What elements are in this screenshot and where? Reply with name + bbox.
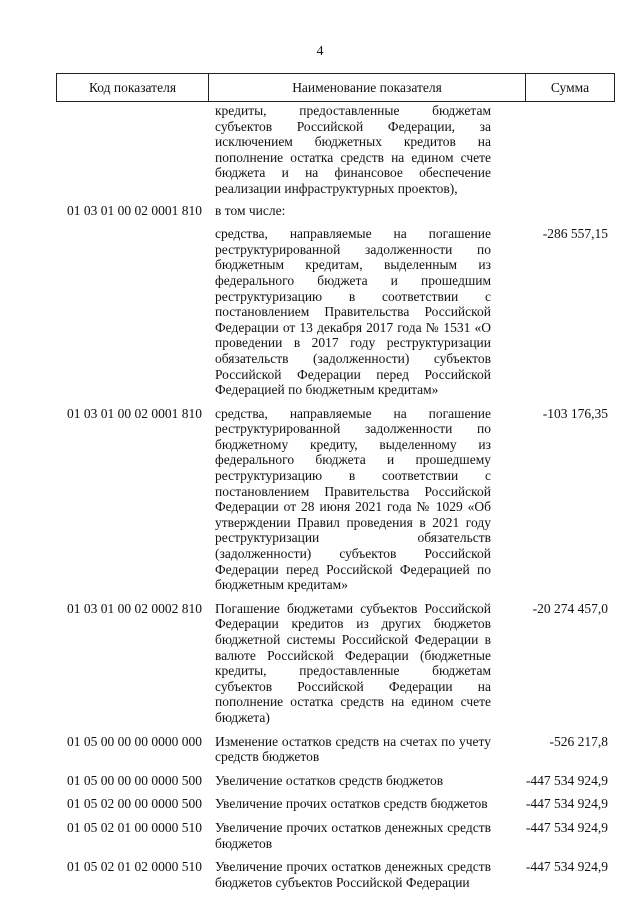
- row-code: 01 05 00 00 00 0000 500: [67, 772, 202, 788]
- row-sum: -526 217,8: [549, 733, 608, 749]
- table-row: [0, 820, 640, 851]
- row-sum: -286 557,15: [542, 226, 608, 242]
- table-header: [56, 73, 615, 102]
- table-row: [0, 406, 640, 593]
- table-row: [0, 601, 640, 726]
- row-name: кредиты, предоставленные бюджетам субъектов Российской Федерации, за исключением бюджетных кредитов на пополнение остатка средств на едином счете бюджета и на финансовое обеспечение реализации инфраструктурных проектов),: [215, 103, 491, 196]
- row-sum: -20 274 457,0: [532, 600, 608, 616]
- row-name: Погашение бюджетами субъектов Российской Федерации кредитов из других бюджетов бюджетной системы Российской Федерации в валюте Российской Федерации (бюджетные кредиты, предоставленные бюджетам субъектов Российской Федерации на пополнение остатка средств на едином счете бюджета): [215, 600, 491, 725]
- row-code: 01 03 01 00 02 0001 810: [67, 405, 202, 421]
- page-number: 4: [316, 44, 324, 59]
- row-name: Увеличение прочих остатков денежных средств бюджетов: [215, 819, 491, 851]
- row-sum: -447 534 924,9: [525, 796, 608, 812]
- row-sum: [491, 203, 611, 219]
- row-code: [0, 226, 215, 398]
- table-row: [0, 103, 640, 197]
- row-name: Увеличение прочих остатков денежных средств бюджетов субъектов Российской Федерации: [215, 859, 491, 890]
- row-sum: -447 534 924,9: [525, 859, 608, 875]
- row-code: 01 05 02 01 02 0000 510: [67, 859, 202, 875]
- row-code: 01 05 00 00 00 0000 000: [67, 733, 202, 749]
- row-sum: -447 534 924,9: [525, 772, 608, 788]
- row-sum: -103 176,35: [542, 405, 608, 421]
- header-sum: Сумма: [550, 79, 590, 95]
- row-code: 01 03 01 00 02 0001 810: [67, 202, 202, 218]
- table-row: [0, 773, 640, 789]
- header-code: Код показателя: [57, 74, 209, 101]
- row-name: средства, направляемые на погашение реструктурированной задолженности по бюджетному кредиту, выделенному из федерального бюджета и прошедшему реструктуризацию в соответствии с постановлением Правительства Российской Федерации от 28 июня 2021 года № 1029 «Об утверждении Правил проведения в 2021 году реструктуризации обязательств (задолженности) субъектов Российской Федерации перед Российской Федерацией по бюджетным кредитам»: [215, 405, 491, 593]
- row-name: средства, направляемые на погашение реструктурированной задолженности по бюджетным кредитам, выделенным из федерального бюджета и прошедшим реструктуризацию в соответствии с постановлением Правительства Российской Федерации от 13 декабря 2017 года № 1531 «О проведении в 2017 году реструктуризации обязательств (задолженности) субъектов Российской Федерации перед Российской Федерацией по бюджетным кредитам»: [215, 226, 491, 398]
- table-row: [0, 734, 640, 765]
- row-name: Увеличение остатков средств бюджетов: [215, 772, 444, 788]
- row-code: [0, 103, 215, 197]
- table-row: [0, 796, 640, 812]
- table-body: [0, 103, 640, 898]
- table-row: [0, 203, 640, 219]
- table-row: [0, 859, 640, 890]
- row-name: Изменение остатков средств на счетах по учету средств бюджетов: [215, 733, 491, 765]
- row-sum: [491, 103, 611, 197]
- table-row: [0, 226, 640, 398]
- header-name: Наименование показателя: [209, 74, 526, 101]
- row-code: 01 05 02 01 00 0000 510: [67, 819, 202, 835]
- row-name: в том числе:: [215, 202, 286, 218]
- row-code: 01 03 01 00 02 0002 810: [67, 600, 202, 616]
- row-name: Увеличение прочих остатков средств бюджетов: [215, 796, 488, 812]
- row-sum: -447 534 924,9: [525, 819, 608, 835]
- row-code: 01 05 02 00 00 0000 500: [67, 796, 202, 812]
